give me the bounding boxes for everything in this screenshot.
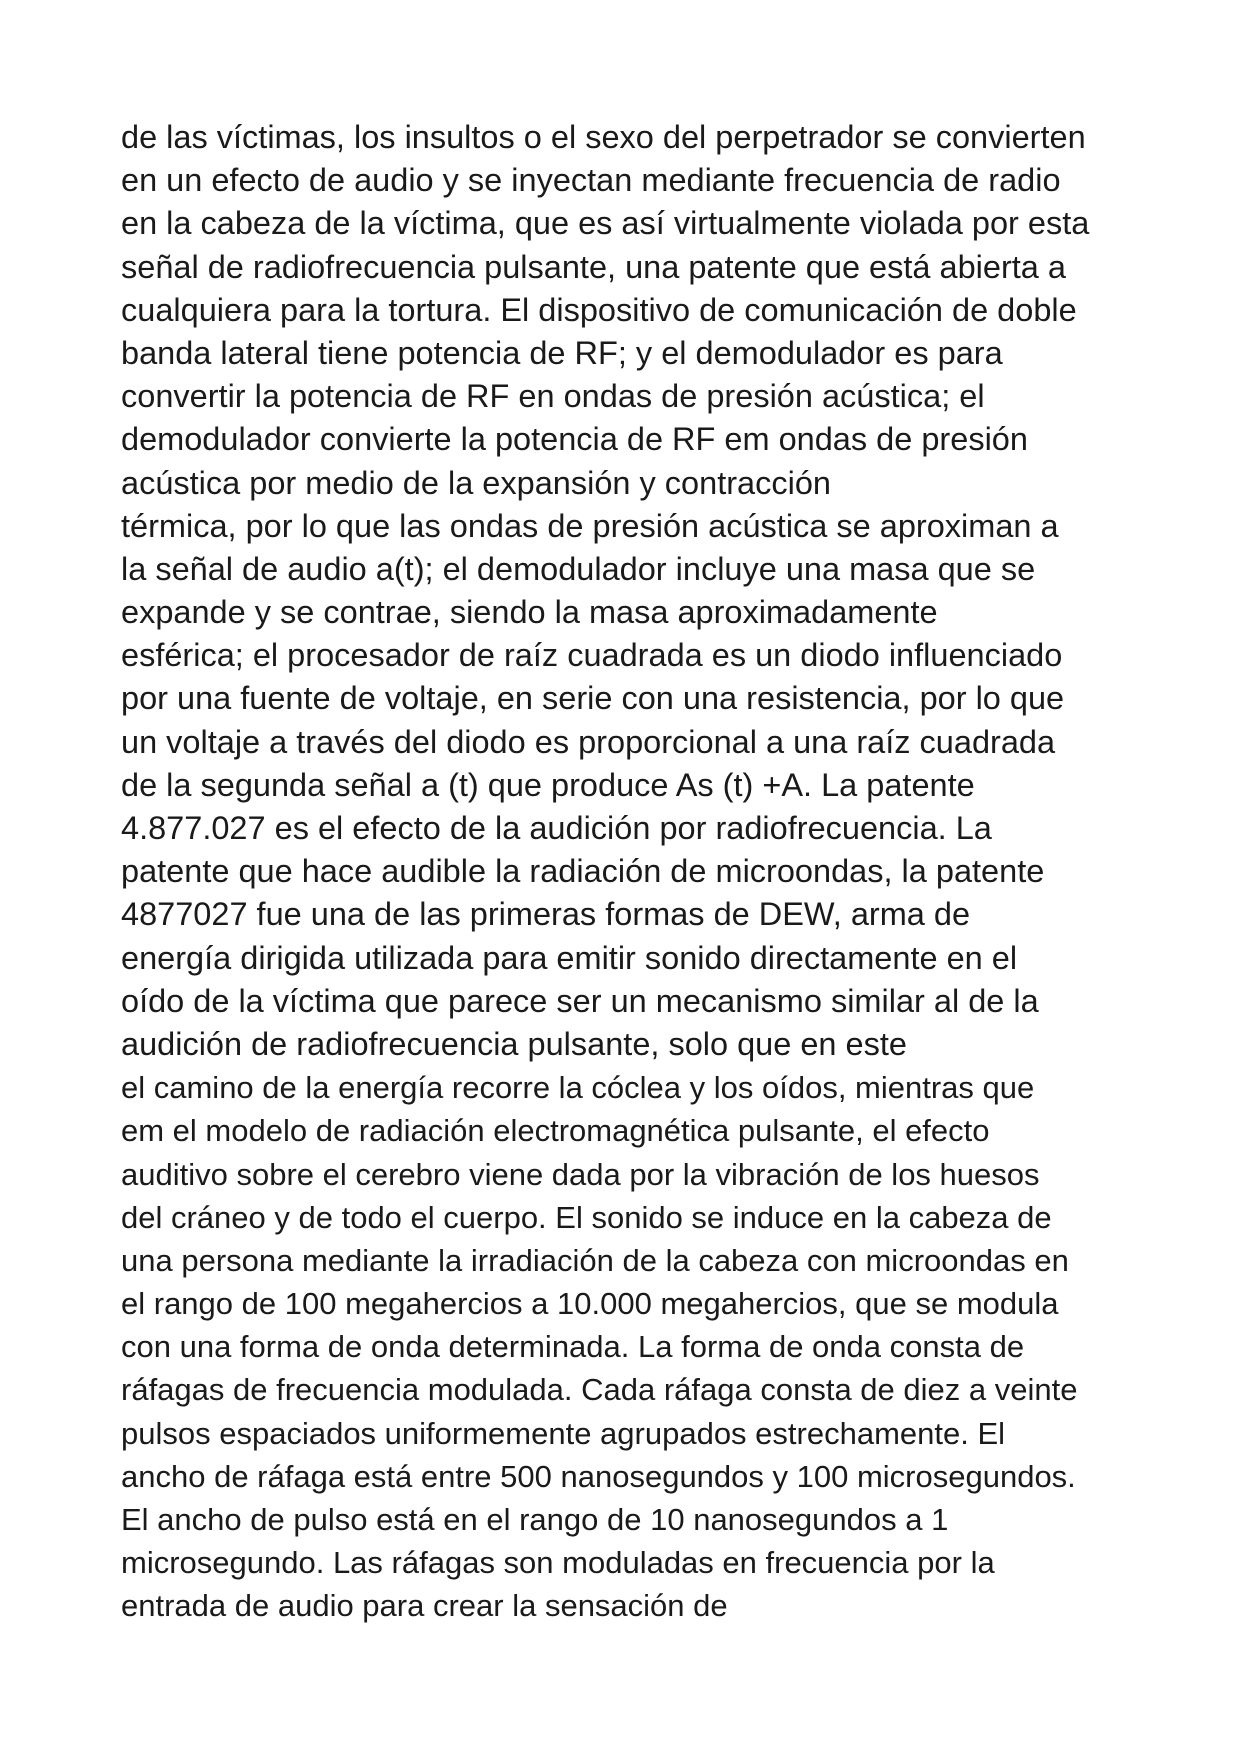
text-line: la señal de audio a(t); el demodulador incluye una masa que se	[121, 550, 1036, 587]
text-line: oído de la víctima que parece ser un mecanismo similar al de la	[121, 982, 1039, 1019]
text-line: banda lateral tiene potencia de RF; y el demodulador es para	[121, 334, 1003, 371]
text-line: demodulador convierte la potencia de RF em ondas de presión	[121, 421, 1028, 458]
text-line: entrada de audio para crear la sensación de	[121, 1588, 728, 1624]
text-line: energía dirigida utilizada para emitir sonido directamente en el	[121, 939, 1018, 976]
text-line: 4.877.027 es el efecto de la audición por radiofrecuencia. La	[121, 810, 992, 846]
text-line: El ancho de pulso está en el rango de 10 nanosegundos a 1	[121, 1502, 949, 1537]
text-line: del cráneo y de todo el cuerpo. El sonido se induce en la cabeza de	[121, 1199, 1052, 1235]
text-line: de las víctimas, los insultos o el sexo del perpetrador se convierten	[121, 119, 1086, 155]
text-line: de la segunda señal a (t) que produce As (t) +A. La patente	[121, 766, 975, 803]
text-line: em el modelo de radiación electromagnética pulsante, el efecto	[121, 1113, 990, 1149]
text-line: el camino de la energía recorre la cóclea y los oídos, mientras que	[121, 1070, 1035, 1106]
text-line: cualquiera para la tortura. El dispositivo de comunicación de doble	[121, 291, 1077, 328]
text-line: audición de radiofrecuencia pulsante, solo que en este	[121, 1025, 907, 1062]
text-line: acústica por medio de la expansión y contracción	[121, 464, 831, 501]
text-line: esférica; el procesador de raíz cuadrada es un diodo influenciado	[121, 637, 1063, 674]
text-line: ancho de ráfaga está entre 500 nanosegundos y 100 microsegundos.	[121, 1458, 1076, 1494]
body-text	[121, 116, 1131, 1628]
text-line: ráfagas de frecuencia modulada. Cada ráfaga consta de diez a veinte	[121, 1372, 1078, 1408]
text-line: microsegundo. Las ráfagas son moduladas en frecuencia por la	[121, 1545, 995, 1581]
text-line: en la cabeza de la víctima, que es así virtualmente violada por esta	[121, 205, 1090, 242]
text-line: por una fuente de voltaje, en serie con una resistencia, por lo que	[121, 680, 1065, 717]
text-line: en un efecto de audio y se inyectan mediante frecuencia de radio	[121, 162, 1061, 199]
text-line: auditivo sobre el cerebro viene dada por la vibración de los huesos	[121, 1156, 1040, 1192]
text-line: señal de radiofrecuencia pulsante, una patente que está abierta a	[121, 248, 1066, 285]
text-line: convertir la potencia de RF en ondas de presión acústica; el	[121, 378, 985, 415]
text-line: expande y se contrae, siendo la masa aproximadamente	[121, 594, 938, 631]
text-line: térmica, por lo que las ondas de presión acústica se aproximan a	[121, 507, 1059, 544]
text-line: un voltaje a través del diodo es proporcional a una raíz cuadrada	[121, 723, 1056, 760]
text-line: el rango de 100 megahercios a 10.000 megahercios, que se modula	[121, 1286, 1059, 1322]
text-line: 4877027 fue una de las primeras formas de DEW, arma de	[121, 896, 971, 933]
text-line: pulsos espaciados uniformemente agrupados estrechamente. El	[121, 1415, 1006, 1451]
text-line: patente que hace audible la radiación de microondas, la patente	[121, 853, 1045, 890]
text-line: una persona mediante la irradiación de la cabeza con microondas en	[121, 1242, 1069, 1278]
text-line: con una forma de onda determinada. La forma de onda consta de	[121, 1329, 1025, 1365]
